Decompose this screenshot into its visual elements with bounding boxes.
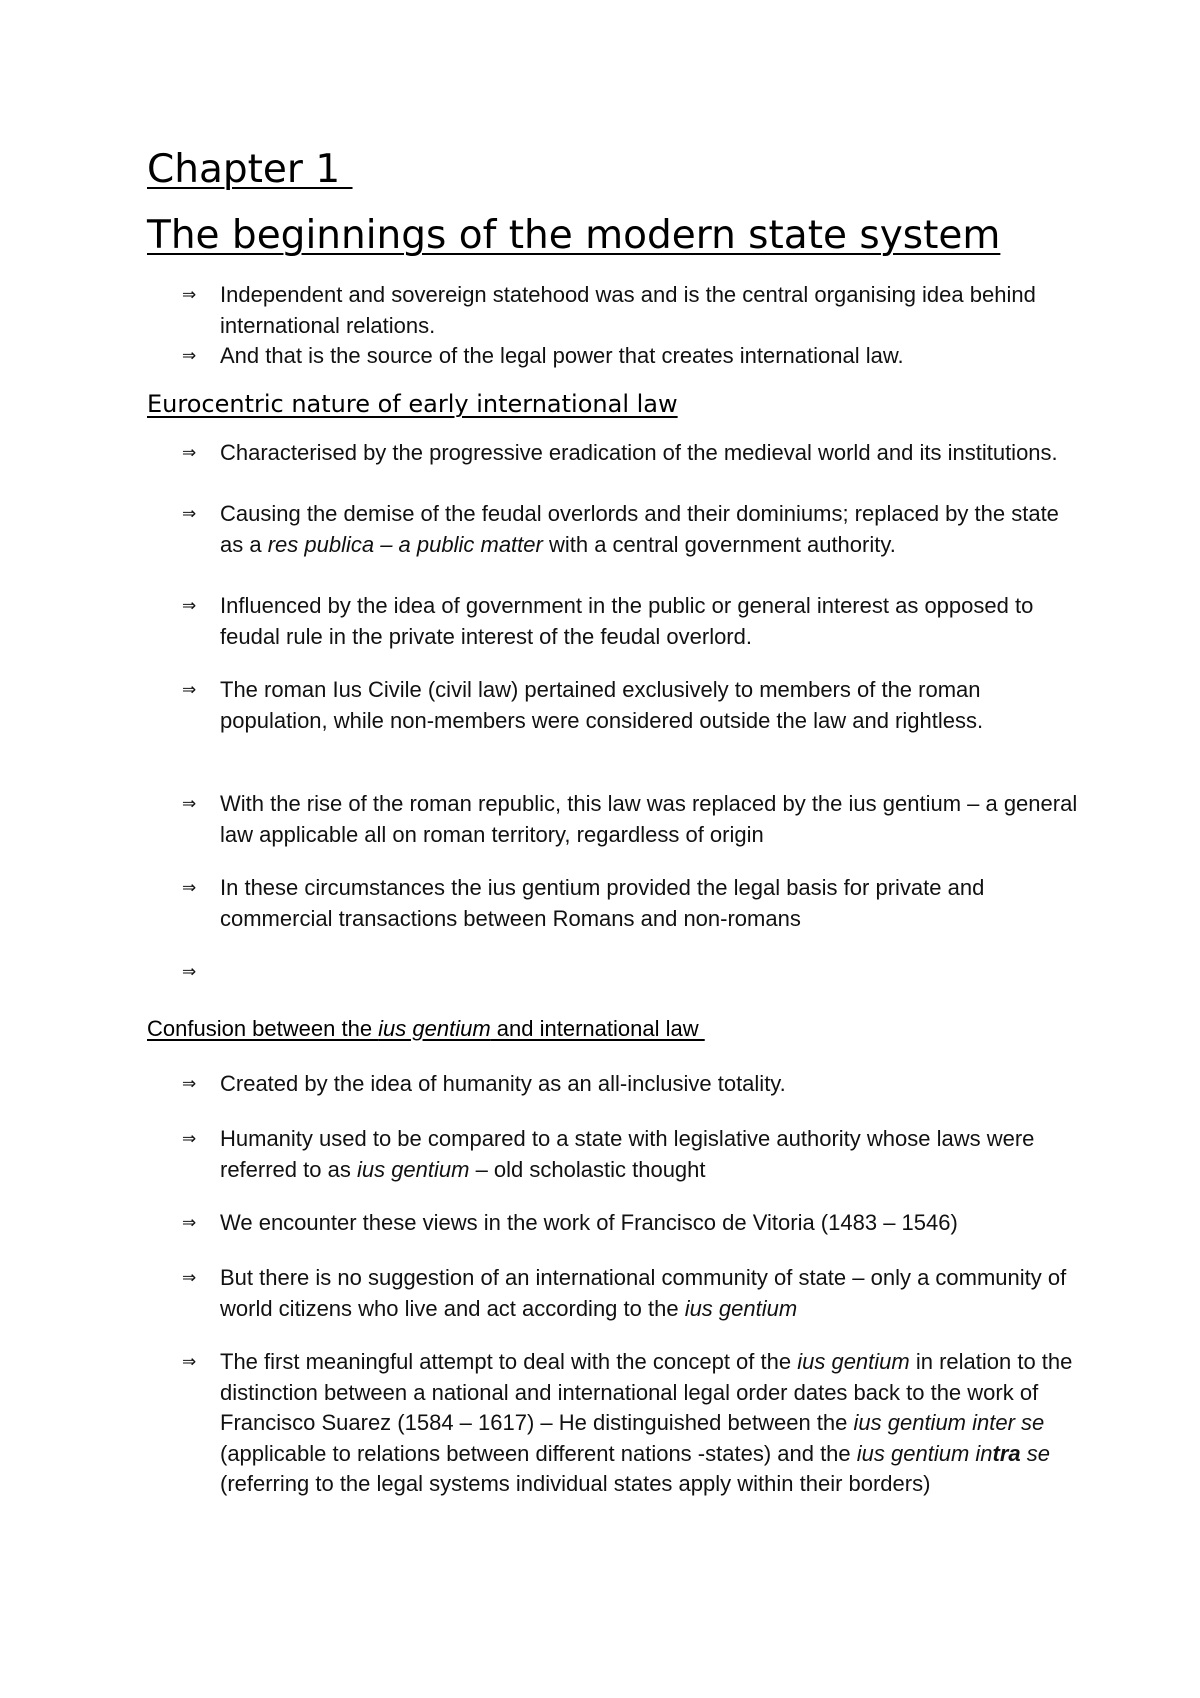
text-run: Confusion between the: [147, 1016, 379, 1041]
italic-run: ius gentium: [378, 1016, 491, 1041]
bullet-text: Characterised by the progressive eradication of the medieval world and its institutions.: [220, 440, 1058, 465]
arrow-icon: ⇒: [182, 504, 197, 524]
text-run: with a central government authority.: [542, 531, 896, 557]
bullet-text: And that is the source of the legal power that creates international law.: [220, 343, 904, 368]
section-heading-eurocentric: Eurocentric nature of early international law: [147, 390, 678, 418]
text-run: – old scholastic thought: [469, 1156, 706, 1182]
chapter-heading: Chapter 1: [147, 147, 353, 192]
text-run: (referring to the legal systems individual states apply within their borders): [220, 1471, 931, 1496]
bullet-text: In these circumstances the ius gentium provided the legal basis for private and commercial transactions between Romans and non-romans: [220, 875, 985, 931]
italic-run: ius gentium inter se: [853, 1410, 1045, 1435]
list-item: [182, 499, 1082, 560]
arrow-icon: ⇒: [182, 962, 197, 982]
list-item: [182, 675, 1082, 736]
bullet-text: [220, 1263, 1082, 1324]
list-item: [182, 1347, 1082, 1500]
arrow-icon: ⇒: [182, 680, 197, 700]
list-item: [182, 1263, 1082, 1324]
arrow-icon: ⇒: [182, 794, 197, 814]
arrow-icon: ⇒: [182, 443, 197, 463]
bullet-text: Independent and sovereign statehood was and is the central organising idea behind international relations.: [220, 282, 1036, 338]
arrow-icon: ⇒: [182, 285, 197, 305]
bullet-text: Created by the idea of humanity as an all-inclusive totality.: [220, 1071, 786, 1096]
text-run: Humanity used to be compared to a state with legislative authority whose laws were referred to as: [220, 1126, 1035, 1182]
text-run: in relation to the distinction between a national and international legal order dates back to the work of Francisco Suarez (1584 – 1617) – He distinguished between the: [220, 1349, 1073, 1435]
arrow-icon: ⇒: [182, 1074, 197, 1094]
bold-italic-run: tra: [992, 1440, 1021, 1466]
bullet-text: [220, 1347, 1082, 1500]
list-item: [182, 341, 1082, 372]
text-run: The first meaningful attempt to deal with the concept of the: [220, 1349, 798, 1374]
list-item: [182, 789, 1082, 850]
list-item: [182, 591, 1082, 652]
text-run: But there is no suggestion of an international community of state – only a community of world citizens who live and act according to the: [220, 1265, 1067, 1321]
list-item: [182, 1124, 1082, 1185]
bullet-text: We encounter these views in the work of Francisco de Vitoria (1483 – 1546): [220, 1210, 958, 1235]
arrow-icon: ⇒: [182, 1268, 197, 1288]
arrow-icon: ⇒: [182, 346, 197, 366]
list-item: [182, 1069, 1082, 1100]
italic-run: ius gentium: [356, 1156, 470, 1182]
italic-run: ius gentium: [684, 1295, 798, 1321]
arrow-icon: ⇒: [182, 596, 197, 616]
text-run: and international law: [490, 1016, 705, 1041]
italic-run: ius gentium: [797, 1349, 910, 1374]
list-item: [182, 280, 1082, 341]
list-item: [182, 438, 1082, 469]
bullet-text: With the rise of the roman republic, this law was replaced by the ius gentium – a general law applicable all on roman territory, regardless of origin: [220, 791, 1078, 847]
arrow-icon: ⇒: [182, 878, 197, 898]
bullet-text: [220, 1124, 1082, 1185]
italic-run: res publica – a public matter: [267, 531, 543, 557]
italic-run: se: [1020, 1440, 1050, 1466]
bullet-text: [220, 499, 1082, 560]
chapter-title: The beginnings of the modern state system: [147, 213, 1001, 258]
section-heading-confusion: [147, 1014, 705, 1044]
text-run: Causing the demise of the feudal overlords and their dominiums; replaced by the state as a: [220, 501, 1059, 557]
text-run: (applicable to relations between different nations -states) and the: [220, 1440, 857, 1466]
list-item: [182, 1208, 1082, 1239]
arrow-icon: ⇒: [182, 1129, 197, 1149]
arrow-icon: ⇒: [182, 1213, 197, 1233]
arrow-icon: ⇒: [182, 1352, 197, 1372]
bullet-text: The roman Ius Civile (civil law) pertained exclusively to members of the roman population, while non-members were considered outside the law and rightless.: [220, 677, 984, 733]
bullet-text: Influenced by the idea of government in the public or general interest as opposed to feudal rule in the private interest of the feudal overlord.: [220, 593, 1034, 649]
italic-run: ius gentium in: [856, 1440, 993, 1466]
list-item: [182, 873, 1082, 934]
